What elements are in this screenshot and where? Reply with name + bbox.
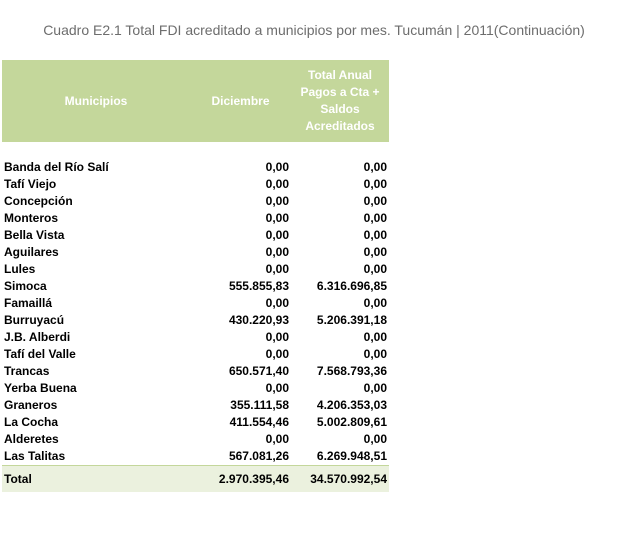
municipio-cell: Banda del Río Salí xyxy=(4,160,109,174)
table-row xyxy=(2,414,389,431)
total-row xyxy=(2,466,389,493)
total-anual-cell: 5.002.809,61 xyxy=(316,415,387,429)
page-title: Cuadro E2.1 Total FDI acreditado a municipios por mes. Tucumán | 2011(Continuación) xyxy=(43,22,585,38)
municipio-cell: Concepción xyxy=(4,194,73,208)
table-row xyxy=(2,278,389,295)
table-row xyxy=(2,295,389,312)
table-row xyxy=(2,346,389,363)
table-row xyxy=(2,329,389,346)
total-anual-cell: 0,00 xyxy=(363,262,387,276)
diciembre-cell: 0,00 xyxy=(265,330,289,344)
table-row xyxy=(2,448,389,466)
diciembre-cell: 0,00 xyxy=(265,160,289,174)
header-municipios: Municipios xyxy=(2,60,190,142)
diciembre-cell: 650.571,40 xyxy=(228,364,289,378)
total-diciembre: 2.970.395,46 xyxy=(190,466,291,493)
municipio-cell: Monteros xyxy=(4,211,58,225)
municipio-cell: Simoca xyxy=(4,279,47,293)
diciembre-cell: 0,00 xyxy=(265,245,289,259)
table-row xyxy=(2,380,389,397)
total-anual-cell: 0,00 xyxy=(363,160,387,174)
total-anual-cell: 5.206.391,18 xyxy=(316,313,387,327)
fdi-table xyxy=(2,60,389,492)
total-anual-cell: 0,00 xyxy=(363,296,387,310)
diciembre-cell: 0,00 xyxy=(265,211,289,225)
table-row xyxy=(2,159,389,176)
municipio-cell: Yerba Buena xyxy=(4,381,77,395)
table-body xyxy=(2,142,389,466)
total-anual-cell: 0,00 xyxy=(363,347,387,361)
diciembre-cell: 0,00 xyxy=(265,347,289,361)
diciembre-cell: 0,00 xyxy=(265,296,289,310)
municipio-cell: Alderetes xyxy=(4,432,59,446)
diciembre-cell: 0,00 xyxy=(265,381,289,395)
municipio-cell: Graneros xyxy=(4,398,58,412)
diciembre-cell: 0,00 xyxy=(265,177,289,191)
table-row xyxy=(2,363,389,380)
table-row xyxy=(2,431,389,448)
total-anual-cell: 0,00 xyxy=(363,330,387,344)
municipio-cell: Aguilares xyxy=(4,245,59,259)
total-anual-cell: 0,00 xyxy=(363,432,387,446)
spacer-row xyxy=(2,142,389,159)
diciembre-cell: 355.111,58 xyxy=(230,398,289,412)
diciembre-cell: 0,00 xyxy=(265,432,289,446)
municipio-cell: Burruyacú xyxy=(4,313,65,327)
diciembre-cell: 0,00 xyxy=(265,228,289,242)
table-header-row xyxy=(2,60,389,142)
table-row xyxy=(2,193,389,210)
total-anual-cell: 0,00 xyxy=(363,211,387,225)
diciembre-cell: 0,00 xyxy=(265,262,289,276)
total-anual-cell: 7.568.793,36 xyxy=(316,364,387,378)
table-row xyxy=(2,397,389,414)
table-row xyxy=(2,227,389,244)
total-anual-cell: 0,00 xyxy=(363,194,387,208)
table-row xyxy=(2,210,389,227)
municipio-cell: Tafí Viejo xyxy=(4,177,57,191)
diciembre-cell: 567.081,26 xyxy=(228,449,289,463)
municipio-cell: Tafí del Valle xyxy=(4,347,76,361)
municipio-cell: Bella Vista xyxy=(4,228,65,242)
table-row xyxy=(2,176,389,193)
total-anual-cell: 0,00 xyxy=(363,177,387,191)
municipio-cell: Las Talitas xyxy=(4,449,66,463)
total-anual-cell: 4.206.353,03 xyxy=(316,398,387,412)
total-anual: 34.570.992,54 xyxy=(291,466,389,493)
diciembre-cell: 0,00 xyxy=(265,194,289,208)
total-anual-cell: 0,00 xyxy=(363,228,387,242)
table-row xyxy=(2,312,389,329)
table-row xyxy=(2,261,389,278)
municipio-cell: J.B. Alberdi xyxy=(4,330,71,344)
municipio-cell: Lules xyxy=(4,262,36,276)
municipio-cell: Famaillá xyxy=(4,296,53,310)
total-label: Total xyxy=(2,466,190,493)
municipio-cell: La Cocha xyxy=(4,415,59,429)
total-anual-cell: 6.316.696,85 xyxy=(316,279,387,293)
header-diciembre: Diciembre xyxy=(190,60,291,142)
diciembre-cell: 555.855,83 xyxy=(228,279,289,293)
table-row xyxy=(2,244,389,261)
total-anual-cell: 0,00 xyxy=(363,381,387,395)
diciembre-cell: 411.554,46 xyxy=(229,415,289,429)
total-anual-cell: 0,00 xyxy=(363,245,387,259)
total-anual-cell: 6.269.948,51 xyxy=(316,449,387,463)
municipio-cell: Trancas xyxy=(4,364,50,378)
diciembre-cell: 430.220,93 xyxy=(228,313,289,327)
header-total-anual: Total Anual Pagos a Cta + Saldos Acreditados xyxy=(291,60,389,142)
